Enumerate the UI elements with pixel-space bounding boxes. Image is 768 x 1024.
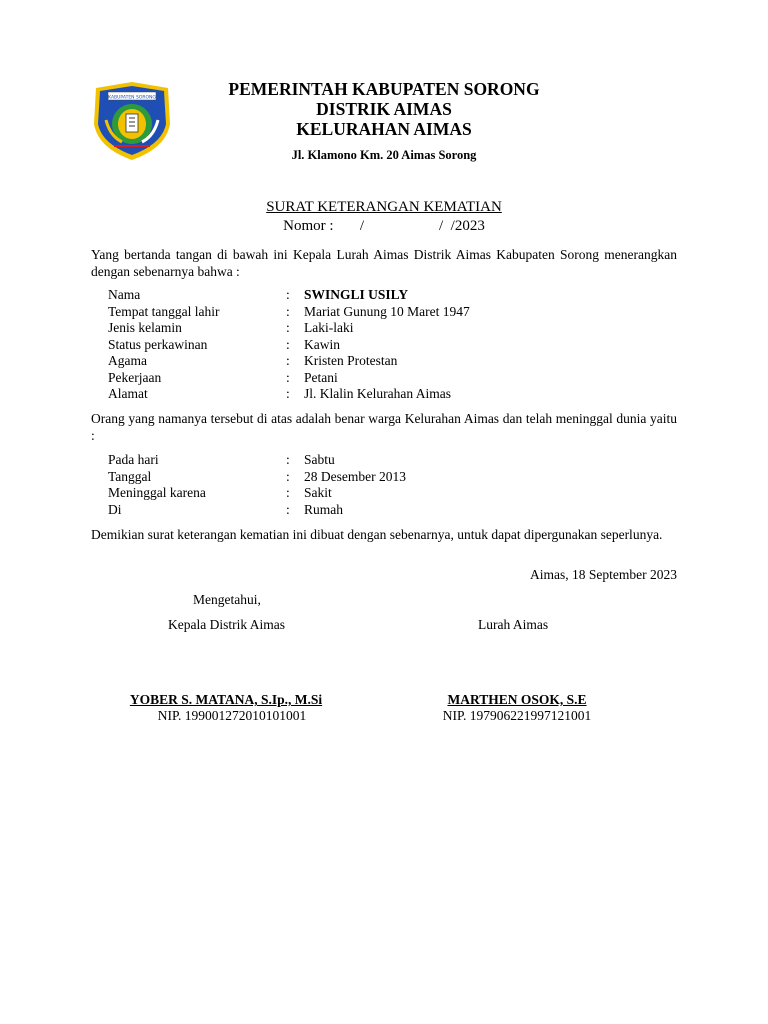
letter-number: Nomor : / / /2023 [283,218,485,234]
field-colon: : [286,386,290,401]
field-label: Pekerjaan [108,369,162,385]
field-colon: : [286,468,290,484]
field-value: Petani [304,369,338,385]
field-label: Tanggal [108,468,152,484]
closing-paragraph: Demikian surat keterangan kematian ini dibuat dengan sebenarnya, untuk dapat dipergunakan seperlunya. [91,527,663,542]
field-label: Status perkawinan [108,336,208,352]
death-row [108,485,668,502]
field-value: Jl. Klalin Kelurahan Aimas [304,386,451,401]
person-row [108,320,668,337]
field-value: Rumah [304,501,343,517]
field-colon: : [286,287,290,302]
left-signer-role: Kepala Distrik Aimas [168,617,285,632]
header-village: KELURAHAN AIMAS [296,119,472,139]
field-colon: : [286,353,290,368]
death-row [108,502,668,519]
letter-title: SURAT KETERANGAN KEMATIAN [266,199,502,215]
field-colon: : [286,485,290,500]
field-colon: : [286,320,290,335]
left-signer-name: YOBER S. MATANA, S.Ip., M.Si [129,692,323,707]
death-row [108,452,668,469]
death-row [108,469,668,486]
field-label: Alamat [108,386,148,401]
kabupaten-sorong-emblem [88,80,176,162]
field-value: Laki-laki [304,320,354,335]
svg-text:KABUPATEN SORONG: KABUPATEN SORONG [108,95,156,101]
person-row [108,386,668,403]
field-value: Sabtu [304,452,335,467]
field-value: Mariat Gunung 10 Maret 1947 [304,303,470,319]
field-label: Jenis kelamin [108,320,182,335]
field-value: SWINGLI USILY [304,287,409,302]
field-value: Kawin [304,336,340,352]
field-label: Pada hari [108,452,159,467]
field-colon: : [286,369,290,385]
field-colon: : [286,452,290,467]
field-label: Tempat tanggal lahir [108,303,220,319]
middle-paragraph: Orang yang namanya tersebut di atas adalah benar warga Kelurahan Aimas dan telah meninggal dunia yaitu : [91,411,677,443]
field-colon: : [286,501,290,517]
field-label: Meninggal karena [108,485,206,500]
field-value: Sakit [304,485,332,500]
right-signer-nip: NIP. 197906221997121001 [442,708,592,723]
person-row [108,287,668,304]
header-district: DISTRIK AIMAS [316,99,452,119]
header-address: Jl. Klamono Km. 20 Aimas Sorong [291,148,477,162]
left-signer-nip: NIP. 199001272010101001 [157,708,307,723]
field-label: Nama [108,287,141,302]
field-colon: : [286,303,290,319]
right-signer-role: Lurah Aimas [478,617,549,632]
header-government: PEMERINTAH KABUPATEN SORONG [228,79,540,99]
field-label: Di [108,501,122,517]
person-row [108,353,668,370]
field-colon: : [286,336,290,352]
intro-paragraph: Yang bertanda tangan di bawah ini Kepala Lurah Aimas Distrik Aimas Kabupaten Sorong menerangkan dengan sebenarnya bahwa : [91,247,677,279]
person-row [108,370,668,387]
place-date: Aimas, 18 September 2023 [530,567,677,582]
field-value: Kristen Protestan [304,353,398,368]
field-label: Agama [108,353,147,368]
field-value: 28 Desember 2013 [304,468,406,484]
acknowledged-label: Mengetahui, [193,592,261,607]
right-signer-name: MARTHEN OSOK, S.E [447,692,587,707]
person-row [108,304,668,321]
person-row [108,337,668,354]
